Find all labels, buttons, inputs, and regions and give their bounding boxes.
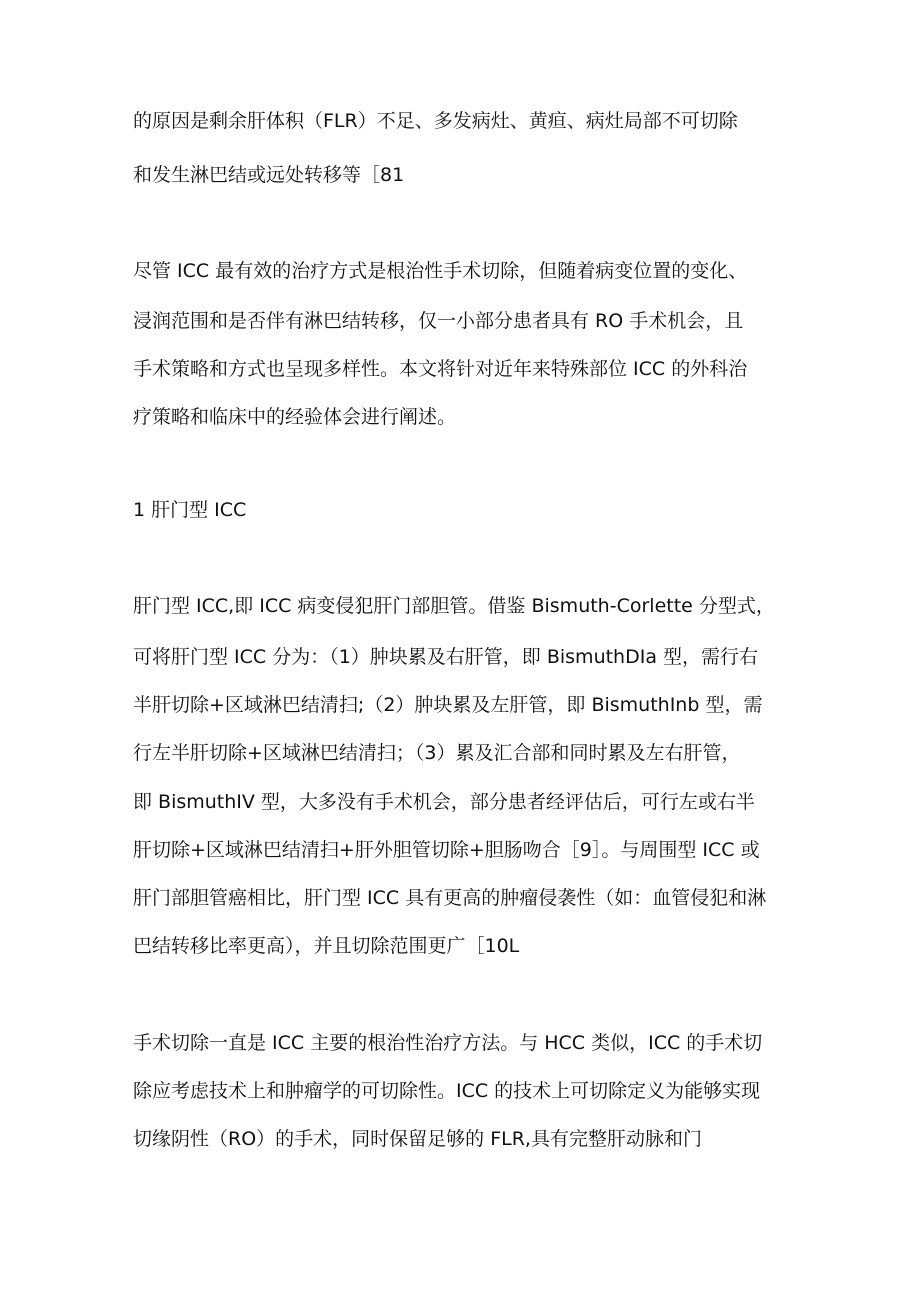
- text-line: 尽管 ICC 最有效的治疗方式是根治性手术切除，但随着病变位置的变化、: [133, 260, 748, 282]
- text-line: 手术策略和方式也呈现多样性。本文将针对近年来特殊部位 ICC 的外科治: [133, 358, 748, 380]
- text-line: 切缘阴性（RO）的手术，同时保留足够的 FLR,具有完整肝动脉和门: [133, 1128, 702, 1150]
- text-line: 浸润范围和是否伴有淋巴结转移，仅一小部分患者具有 RO 手术机会，且: [133, 310, 744, 332]
- text-line: 和发生淋巴结或远处转移等［81: [133, 164, 405, 186]
- text-line: 巴结转移比率更高），并且切除范围更广［10L: [133, 935, 520, 957]
- text-line: 疗策略和临床中的经验体会进行阐述。: [133, 406, 457, 428]
- text-line: 手术切除一直是 ICC 主要的根治性治疗方法。与 HCC 类似，ICC 的手术切: [133, 1032, 763, 1054]
- text-line: 的原因是剩余肝体积（FLR）不足、多发病灶、黄疸、病灶局部不可切除: [133, 110, 738, 132]
- text-line: 半肝切除+区域淋巴结清扫;（2）肿块累及左肝管，即 BismuthInb 型，需: [133, 694, 763, 716]
- text-line: 可将肝门型 ICC 分为：（1）肿块累及右肝管，即 BismuthDIa 型，需行右: [133, 646, 759, 668]
- text-line: 肝切除+区域淋巴结清扫+肝外胆管切除+胆肠吻合［9］。与周围型 ICC 或: [133, 839, 760, 861]
- text-line: 即 BismuthIV 型，大多没有手术机会，部分患者经评估后，可行左或右半: [133, 791, 755, 813]
- text-line: 肝门型 ICC,即 ICC 病变侵犯肝门部胆管。借鉴 Bismuth-Corlette 分型式，: [133, 595, 775, 617]
- section-heading: 1 肝门型 ICC: [133, 499, 247, 521]
- text-line: 除应考虑技术上和肿瘤学的可切除性。ICC 的技术上可切除定义为能够实现: [133, 1080, 761, 1102]
- text-line: 肝门部胆管癌相比，肝门型 ICC 具有更高的肿瘤侵袭性（如：血管侵犯和淋: [133, 887, 767, 909]
- text-line: 行左半肝切除+区域淋巴结清扫；（3）累及汇合部和同时累及左右肝管，: [133, 742, 741, 764]
